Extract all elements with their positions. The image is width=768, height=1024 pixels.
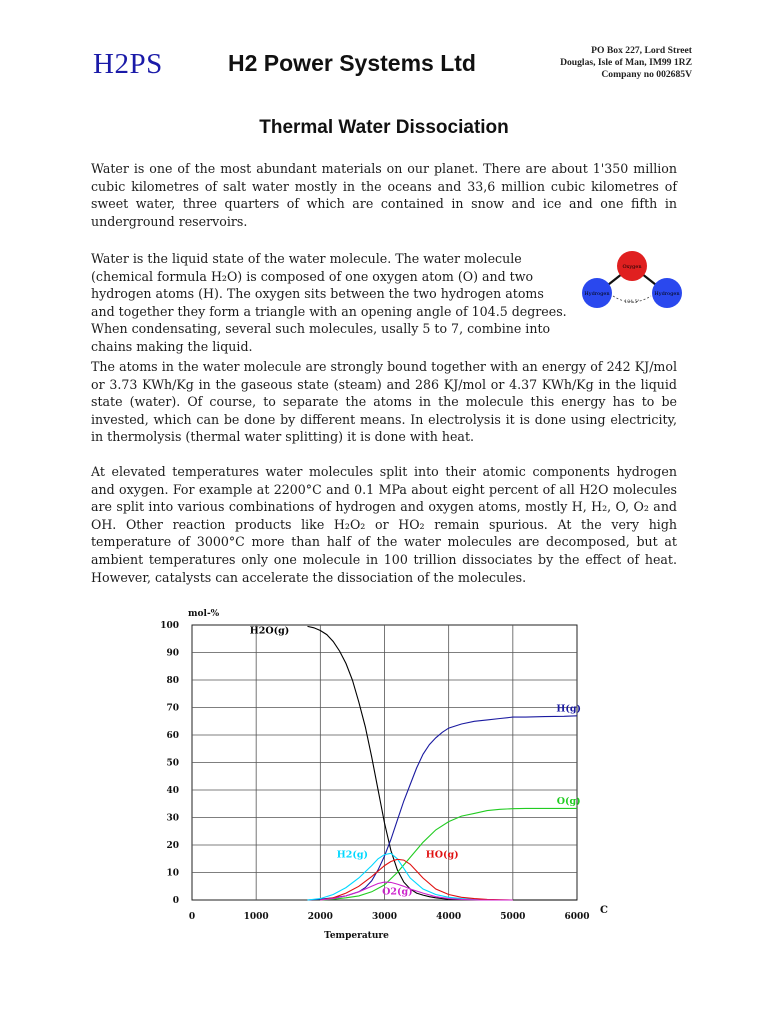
y-tick-label: 60	[166, 731, 179, 741]
address-line-2: Douglas, Isle of Man, IM99 1RZ	[560, 57, 692, 68]
paragraph-text: At elevated temperatures water molecules split into their atomic components hydrogen and oxygen. For example at 2200°C and 0.1 MPa about eight percent of all H2O molecules are split into various combinations of hydrogen and oxygen atoms, mostly H, H₂, O, O₂ and OH. Other reaction products like H₂O₂ or HO₂ remain spurious. At the very high temperature of 3000°C more than half of the water molecules are decomposed, but at ambient temperatures only one molecule in 100 trillion dissociates by the effect of heat. However, catalysts can accelerate the dissociation of the molecules.	[91, 464, 677, 585]
hydrogen-label-left: Hydrogen	[584, 291, 610, 297]
water-molecule-diagram	[577, 248, 687, 310]
company-address	[560, 45, 692, 81]
x-tick-label: 1000	[243, 912, 269, 922]
y-tick-label: 50	[166, 758, 179, 769]
x-axis-label: Temperature	[324, 931, 389, 941]
y-axis-label: mol-%	[188, 609, 220, 619]
series-line-hog	[320, 859, 513, 900]
y-tick-label: 70	[166, 703, 179, 714]
paragraph-text: The atoms in the water molecule are strongly bound together with an energy of 242 KJ/mol or 3.73 KWh/Kg in the gaseous state (steam) and 286 KJ/mol or 4.37 KWh/Kg in the liquid state (water). Of course, to separate the atoms in the molecule this energy has to be invested, which can be done by different means. In electrolysis it is done using electricity, in thermolysis (thermal water splitting) it is done with heat.	[91, 359, 677, 445]
address-line-1: PO Box 227, Lord Street	[591, 45, 692, 56]
dissociation-chart	[150, 603, 630, 948]
address-line-3: Company no 002685V	[601, 69, 692, 80]
paragraph-text: Water is one of the most abundant materials on our planet. There are about 1'350 million cubic kilometres of salt water mostly in the oceans and 33,6 million cubic kilometres of sweet water, three quarters of which are contained in snow and ice and one fifth in underground reservoirs.	[91, 161, 677, 229]
y-tick-label: 100	[160, 621, 179, 631]
y-tick-label: 90	[166, 648, 179, 659]
y-tick-label: 40	[166, 786, 179, 796]
series-label: H2(g)	[336, 849, 369, 861]
company-name: H2 Power Systems Ltd	[228, 50, 476, 76]
x-axis-unit: C	[600, 905, 608, 916]
company-logo: H2PS	[93, 48, 163, 80]
oxygen-label: Oxygen	[622, 264, 642, 270]
x-tick-label: 0	[188, 912, 196, 922]
angle-label: 104.5°	[624, 300, 640, 305]
x-tick-label: 5000	[500, 912, 526, 922]
y-tick-label: 80	[166, 676, 179, 686]
hydrogen-label-right: Hydrogen	[654, 291, 680, 297]
series-label: H2O(g)	[249, 625, 290, 637]
paragraph-water-abundance	[91, 160, 677, 230]
paragraph-dissociation	[91, 463, 677, 586]
chart-svg	[150, 603, 630, 948]
paragraph-bond-energy	[91, 358, 677, 446]
x-tick-label: 3000	[371, 912, 398, 922]
y-tick-label: 0	[172, 896, 179, 906]
series-label: H(g)	[556, 703, 581, 715]
paragraph-water-molecule	[91, 250, 569, 356]
series-label: HO(g)	[425, 849, 459, 861]
paragraph-text: Water is the liquid state of the water molecule. The water molecule (chemical formula H₂O) is composed of one oxygen atom (O) and two hydrogen atoms (H). The oxygen sits between the two hydrogen atoms and together they form a triangle with an opening angle of 104.5 degrees. When condensating, several such molecules, usally 5 to 7, combine into chains making the liquid.	[91, 251, 567, 354]
series-label: O(g)	[556, 795, 581, 807]
x-tick-label: 2000	[307, 912, 333, 922]
y-tick-label: 20	[166, 841, 179, 851]
series-label: O2(g)	[382, 886, 413, 898]
y-tick-label: 10	[166, 868, 179, 879]
y-tick-label: 30	[166, 813, 179, 824]
x-tick-label: 4000	[436, 912, 462, 922]
document-title: Thermal Water Dissociation	[259, 117, 509, 138]
x-tick-label: 6000	[564, 912, 590, 922]
